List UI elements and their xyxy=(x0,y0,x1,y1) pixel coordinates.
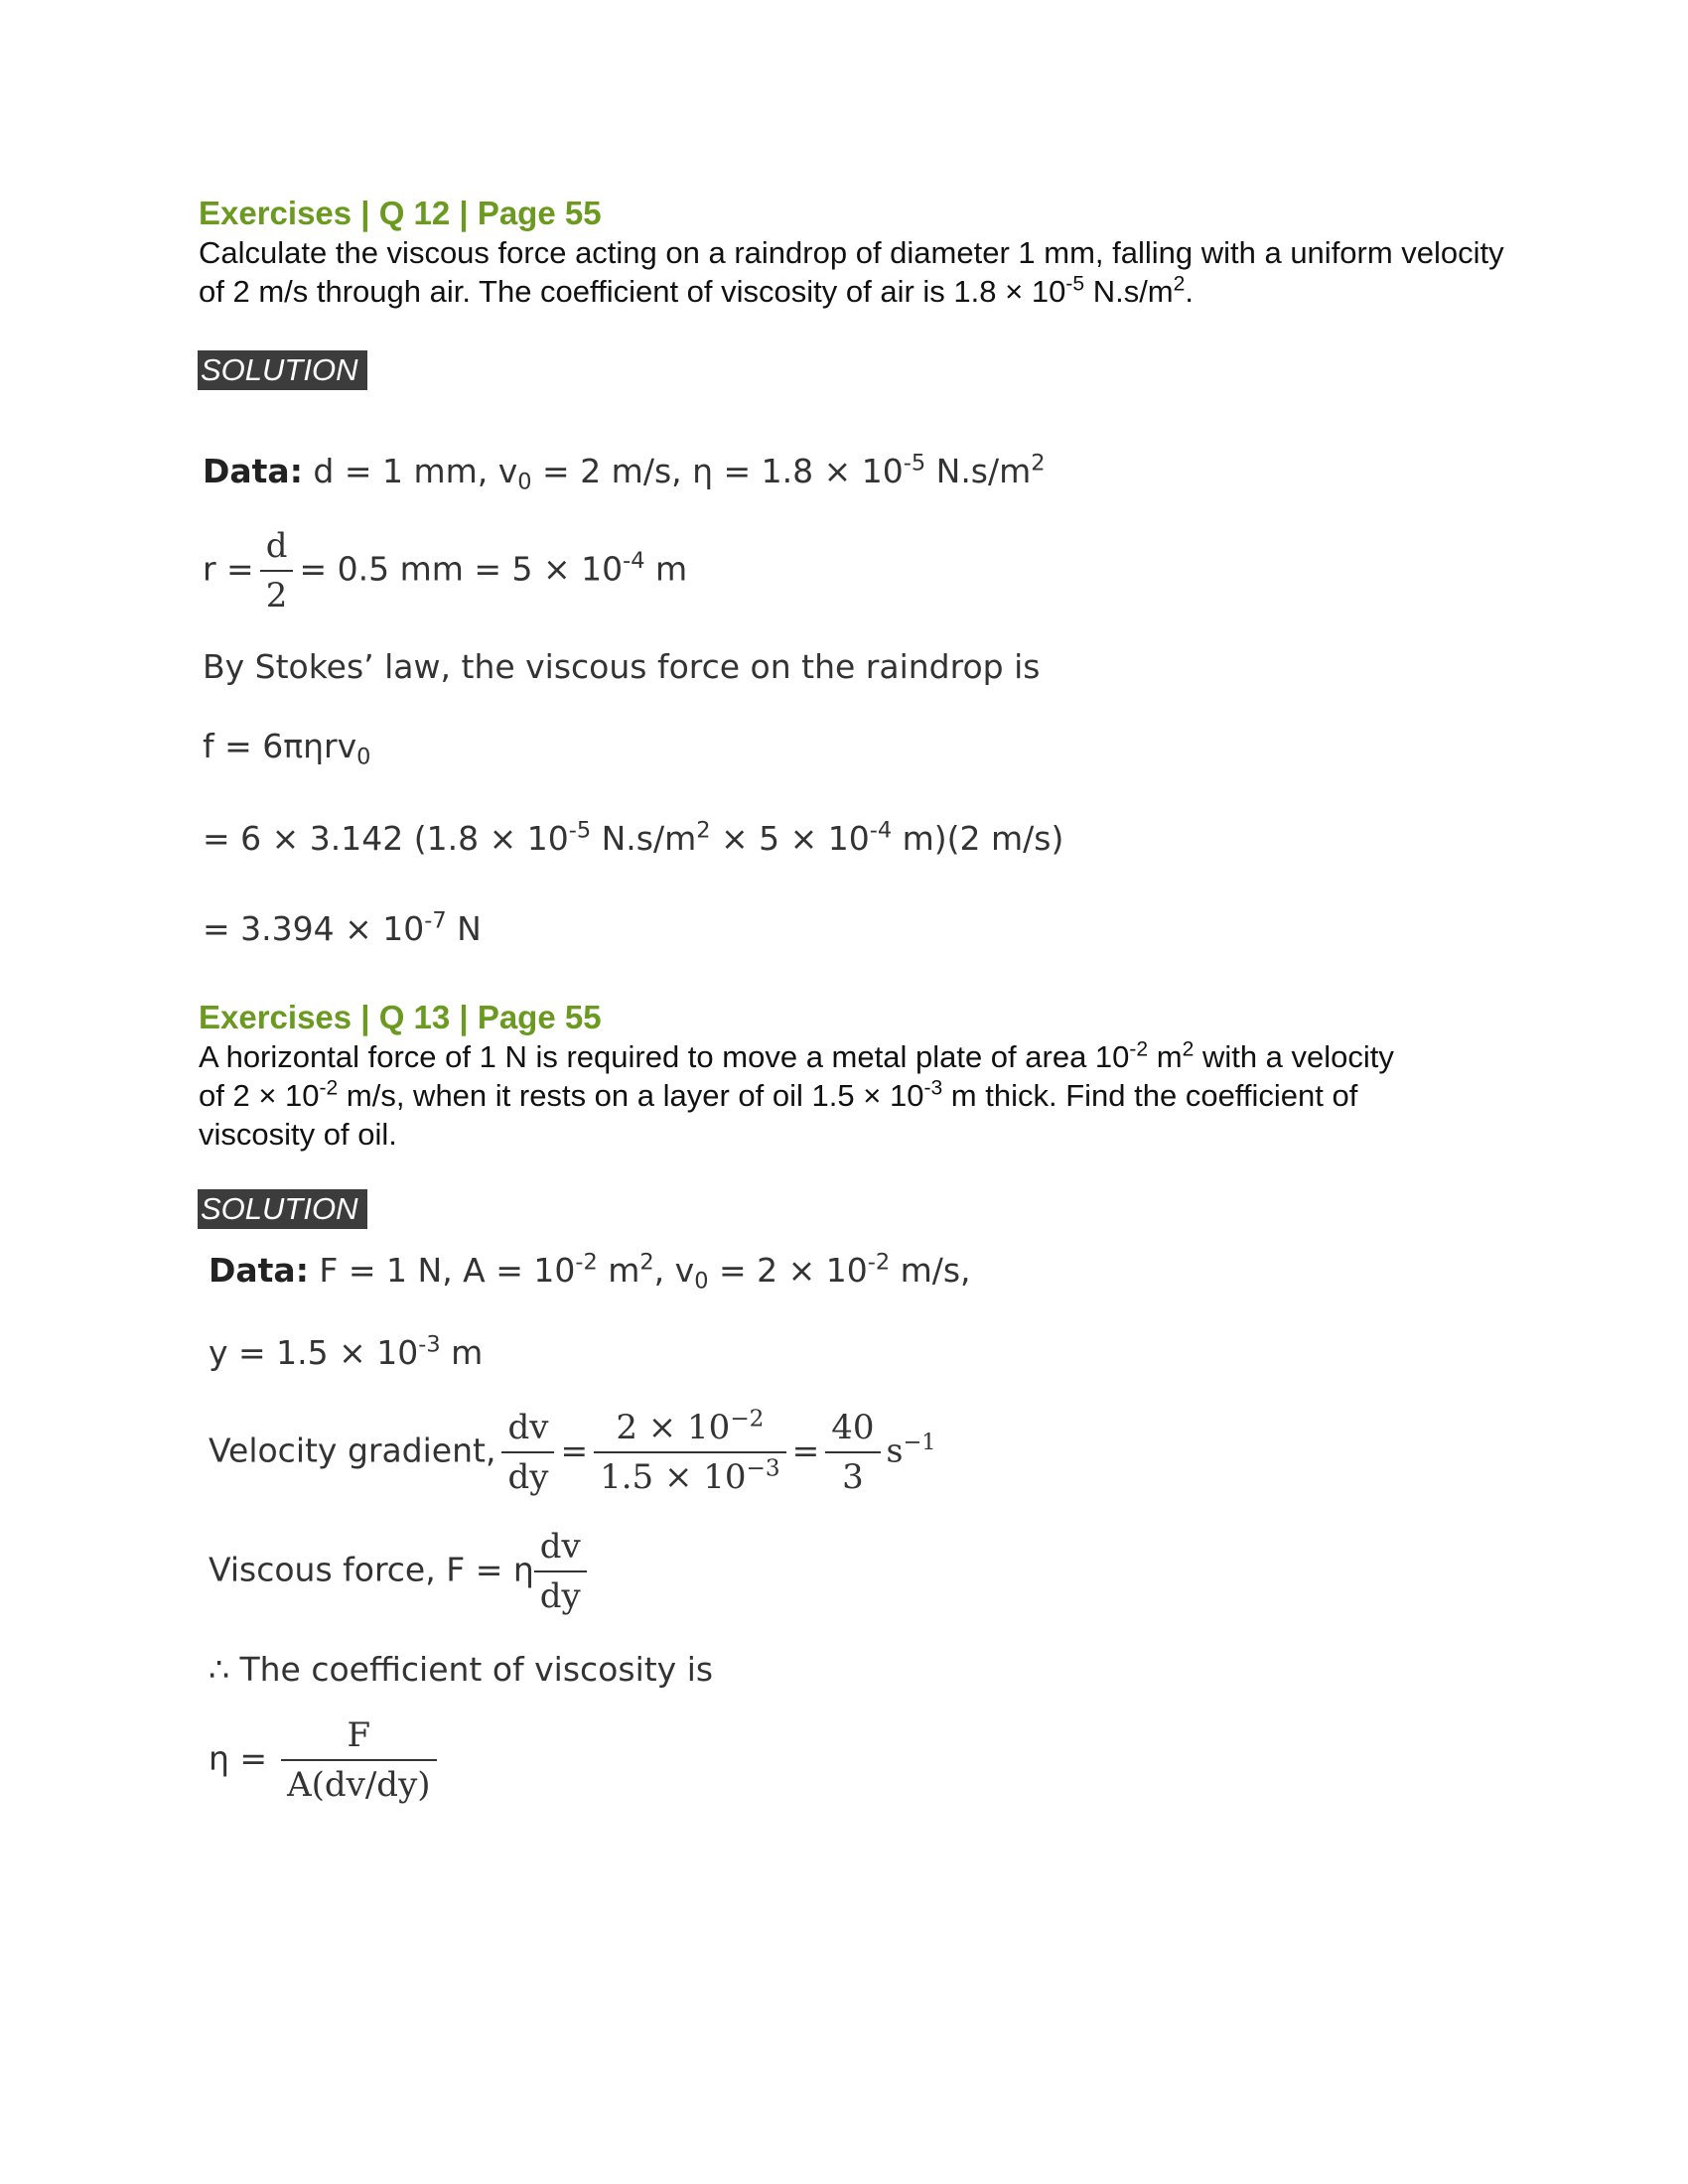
q12-question xyxy=(199,233,1509,311)
q13-line2-exp: -2 xyxy=(319,1076,339,1100)
q13-data-sub: 0 xyxy=(694,1268,709,1295)
q13-vf-den: dy xyxy=(539,1576,581,1616)
q13-viscous-force-line xyxy=(209,1527,593,1616)
q12-force-formula xyxy=(203,727,371,770)
q12-r-rhs: = 0.5 mm = 5 × 10 xyxy=(299,549,624,589)
q13-y-exp: -3 xyxy=(418,1331,441,1358)
q13-eta-frac xyxy=(281,1715,436,1805)
q13-line1-exp1: -2 xyxy=(1129,1037,1149,1061)
q13-line2-a: of 2 × 10 xyxy=(199,1078,320,1113)
q12-data-sub: 0 xyxy=(517,469,532,495)
q12-heading: Exercises | Q 12 | Page 55 xyxy=(199,195,602,231)
q13-vg-num2 xyxy=(594,1408,786,1453)
q13-vg-num2-exp: −2 xyxy=(730,1406,765,1433)
q12-result-line xyxy=(203,909,482,948)
q13-vf-frac xyxy=(534,1527,587,1616)
q13-data-line xyxy=(209,1249,971,1295)
q13-eta-line xyxy=(209,1715,443,1805)
q12-question-exp2: 2 xyxy=(1173,272,1186,296)
q13-vg-num2-a: 2 × 10 xyxy=(616,1408,731,1447)
q13-vg-unit: s xyxy=(886,1431,904,1470)
q12-question-unit: N.s/m xyxy=(1084,274,1174,309)
q12-calc-c: × 5 × 10 xyxy=(710,819,870,858)
q12-stokes-text: By Stokes’ law, the viscous force on the raindrop is xyxy=(203,647,1041,686)
q12-data-exp2: 2 xyxy=(1031,450,1046,477)
q13-y-unit: m xyxy=(440,1333,484,1372)
q12-result-a: = 3.394 × 10 xyxy=(203,909,425,948)
q12-question-exp1: -5 xyxy=(1065,272,1085,296)
q13-line2-exp2: -3 xyxy=(923,1076,943,1100)
q13-data-c: , v xyxy=(653,1251,695,1290)
q12-data-line xyxy=(203,450,1046,495)
q13-velocity-gradient-line xyxy=(209,1408,936,1497)
q13-heading: Exercises | Q 13 | Page 55 xyxy=(199,999,602,1035)
q13-vg-den2 xyxy=(594,1453,786,1497)
q13-vg-num3: 40 xyxy=(825,1408,880,1453)
q13-question-line1 xyxy=(199,1037,1509,1076)
q13-line1-b: m xyxy=(1148,1039,1183,1074)
q12-r-fraction xyxy=(260,526,294,615)
q13-vg-den1: dy xyxy=(507,1457,549,1497)
q12-data-exp: -5 xyxy=(903,450,926,477)
q13-line1-c: with a velocity xyxy=(1194,1039,1394,1074)
q13-line1-exp2: 2 xyxy=(1182,1037,1195,1061)
q13-eta-num: F xyxy=(281,1715,436,1761)
q13-line1-a: A horizontal force of 1 N is required to move a metal plate of area 10 xyxy=(199,1039,1130,1074)
q13-data-exp1: -2 xyxy=(575,1249,598,1276)
q12-calc-b: N.s/m xyxy=(591,819,697,858)
q12-f-eq: f = 6πηrv xyxy=(203,727,357,765)
q13-vg-eq1: = xyxy=(560,1431,589,1470)
q12-result-unit: N xyxy=(446,909,482,948)
q13-y-line xyxy=(209,1333,483,1372)
q12-r-den: 2 xyxy=(265,576,288,615)
q13-vg-unit-exp: −1 xyxy=(903,1430,936,1456)
q12-r-unit: m xyxy=(644,549,688,589)
q12-calc-exp1: -5 xyxy=(568,817,592,844)
q13-eta-den: A(dv/dy) xyxy=(287,1765,431,1805)
q13-vg-num1: dv xyxy=(501,1408,554,1453)
q13-eta-lhs: η = xyxy=(209,1738,268,1778)
q13-data-d: = 2 × 10 xyxy=(708,1251,868,1290)
q12-data-unit: N.s/m xyxy=(925,452,1032,490)
q13-vg-den2-a: 1.5 × 10 xyxy=(600,1457,747,1497)
q12-calc-line xyxy=(203,819,1063,858)
q13-therefore-text: ∴ The coefficient of viscosity is xyxy=(209,1650,714,1689)
q13-question-line2 xyxy=(199,1076,1509,1115)
q12-f-sub: 0 xyxy=(356,744,371,770)
q13-vf-num: dv xyxy=(534,1527,587,1572)
q12-r-num: d xyxy=(260,526,294,572)
q13-vg-den3: 3 xyxy=(842,1457,864,1497)
q12-r-exp: -4 xyxy=(623,548,645,575)
q13-line2-b: m/s, when it rests on a layer of oil 1.5 × 10 xyxy=(338,1078,924,1113)
q13-y-a: y = 1.5 × 10 xyxy=(209,1333,419,1372)
q12-data-label: Data: xyxy=(203,452,303,490)
q13-vg-den2-exp: −3 xyxy=(746,1455,780,1482)
q12-result-exp: -7 xyxy=(424,907,447,934)
q13-vg-label: Velocity gradient, xyxy=(209,1431,496,1470)
q13-question xyxy=(199,1037,1509,1154)
q13-data-b: m xyxy=(597,1251,640,1290)
q13-vg-eq2: = xyxy=(791,1431,820,1470)
q12-question-main: Calculate the viscous force acting on a raindrop of diameter 1 mm, falling with a uniform velocity of 2 m/s through air. The coefficient of viscosity of air is 1.8 × 10 xyxy=(199,235,1504,309)
q13-data-exp2: 2 xyxy=(639,1249,654,1276)
q13-data-e: m/s, xyxy=(890,1251,971,1290)
q12-calc-d: m)(2 m/s) xyxy=(892,819,1064,858)
q13-vf-label: Viscous force, F = η xyxy=(209,1550,534,1589)
q13-question-line3: viscosity of oil. xyxy=(199,1117,397,1152)
q12-calc-exp3: -4 xyxy=(869,817,893,844)
q12-r-lhs: r = xyxy=(203,549,254,589)
q13-vg-frac2 xyxy=(594,1408,786,1497)
q12-solution-label: SOLUTION xyxy=(198,350,367,390)
q12-calc-a: = 6 × 3.142 (1.8 × 10 xyxy=(203,819,569,858)
q12-calc-exp2: 2 xyxy=(696,817,711,844)
q13-solution-label: SOLUTION xyxy=(198,1189,367,1229)
q12-data-text2: = 2 m/s, η = 1.8 × 10 xyxy=(531,452,904,490)
q13-vg-frac3 xyxy=(825,1408,880,1497)
q13-line2-c: m thick. Find the coefficient of xyxy=(942,1078,1358,1113)
q13-data-label: Data: xyxy=(209,1251,309,1290)
q12-question-end: . xyxy=(1185,274,1194,309)
q13-data-exp3: -2 xyxy=(867,1249,891,1276)
q13-data-a: F = 1 N, A = 10 xyxy=(319,1251,576,1290)
q12-data-text: d = 1 mm, v xyxy=(313,452,518,490)
q13-vg-frac1 xyxy=(501,1408,554,1497)
q12-radius-line xyxy=(203,526,687,615)
